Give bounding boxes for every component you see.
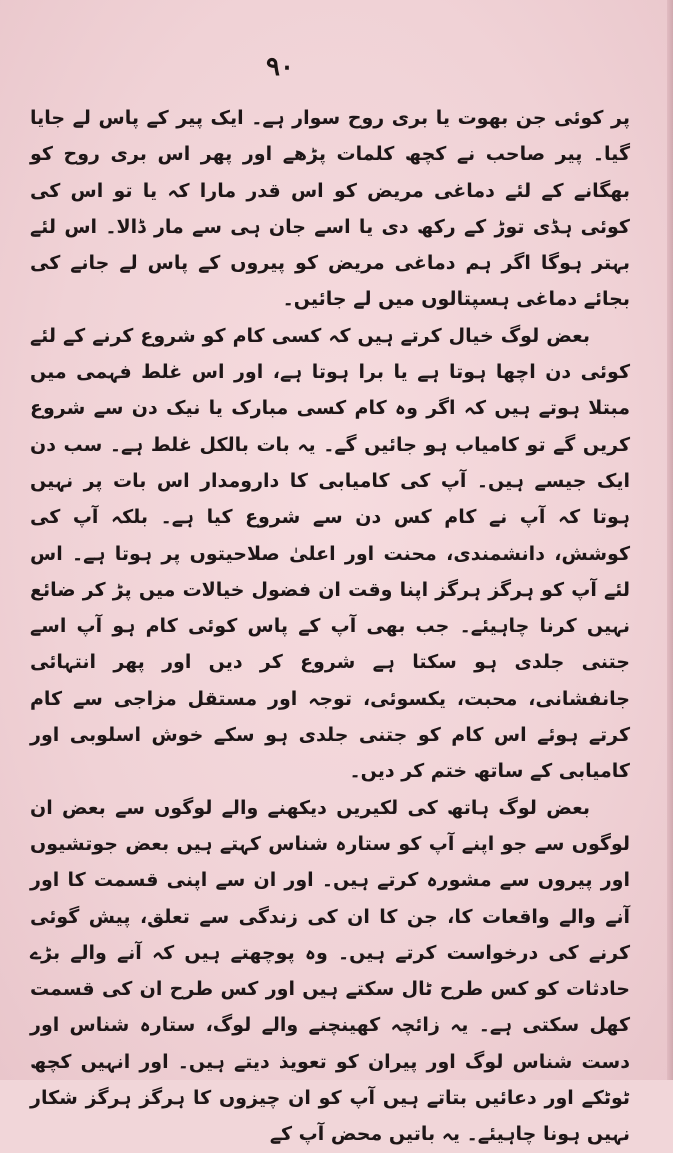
paragraph: بعض لوگ ہاتھ کی لکیریں دیکھنے والے لوگوں سے بعض ان لوگوں سے جو اپنے آپ کو ستارہ شناس کہتے ہیں بعض جوتشیوں اور پیروں سے مشورہ کرتے ہیں۔ اور ان سے اپنی قسمت کا اور آنے والے واقعات کا، جن کا ان کی زندگی سے تعلق، پیش گوئی کرنے کی درخواست کرتے ہیں۔ وہ پوچھتے ہیں کہ آنے والے بڑے حادثات کو کس طرح ٹال سکتے ہیں اور کس طرح ان کی قسمت کھل سکتی ہے۔ یہ زائچہ کھینچنے والے لوگ، ستارہ شناس اور دست شناس لوگ اور پیران کو تعویذ دیتے ہیں۔ اور انہیں کچھ ٹوٹکے اور دعائیں بتاتے ہیں آپ کو ان چیزوں کا ہرگز ہرگز شکار نہیں ہونا چاہیئے۔ یہ باتیں محض آپ کے <box>30 796 630 1146</box>
page-edge <box>667 0 673 1080</box>
page-body-text <box>30 100 630 1153</box>
page-number: ۹۰ <box>266 52 294 82</box>
paragraph: بعض لوگ خیال کرتے ہیں کہ کسی کام کو شروع کرنے کے لئے کوئی دن اچھا ہوتا ہے یا برا ہوتا ہے، اور اس غلط فہمی میں مبتلا ہوتے ہیں کہ اگر وہ کام کسی مبارک یا نیک دن سے شروع کریں گے تو کامیاب ہو جائیں گے۔ یہ بات بالکل غلط ہے۔ سب دن ایک جیسے ہیں۔ آپ کی کامیابی کا دارومدار اس بات پر نہیں ہوتا کہ آپ نے کام کس دن سے شروع کیا ہے۔ بلکہ آپ کی کوشش، دانشمندی، محنت اور اعلیٰ صلاحیتوں پر ہوتا ہے۔ اس لئے آپ کو ہرگز ہرگز اپنا وقت ان فضول خیالات میں پڑ کر ضائع نہیں کرنا چاہیئے۔ جب بھی آپ کے پاس کوئی کام ہو آپ اسے جتنی جلدی ہو سکتا ہے شروع کر دیں اور پھر انتہائی جانفشانی، محبت، یکسوئی، توجہ اور مستقل مزاجی سے کام کرتے ہوئے اس کام کو جتنی جلدی ہو سکے خوش اسلوبی اور کامیابی کے ساتھ ختم کر دیں۔ <box>30 324 630 783</box>
paragraph: پر کوئی جن بھوت یا بری روح سوار ہے۔ ایک پیر کے پاس لے جایا گیا۔ پیر صاحب نے کچھ کلمات پڑھے اور پھر اس بری روح کو بھگانے کے لئے دماغی مریض کو اس قدر مارا کہ یا تو اس کی کوئی ہڈی توڑ کے رکھ دی یا اسے جان ہی سے مار ڈالا۔ اس لئے بہتر ہوگا اگر ہم دماغی مریض کو پیروں کے پاس لے جانے کی بجائے دماغی ہسپتالوں میں لے جائیں۔ <box>30 107 630 311</box>
